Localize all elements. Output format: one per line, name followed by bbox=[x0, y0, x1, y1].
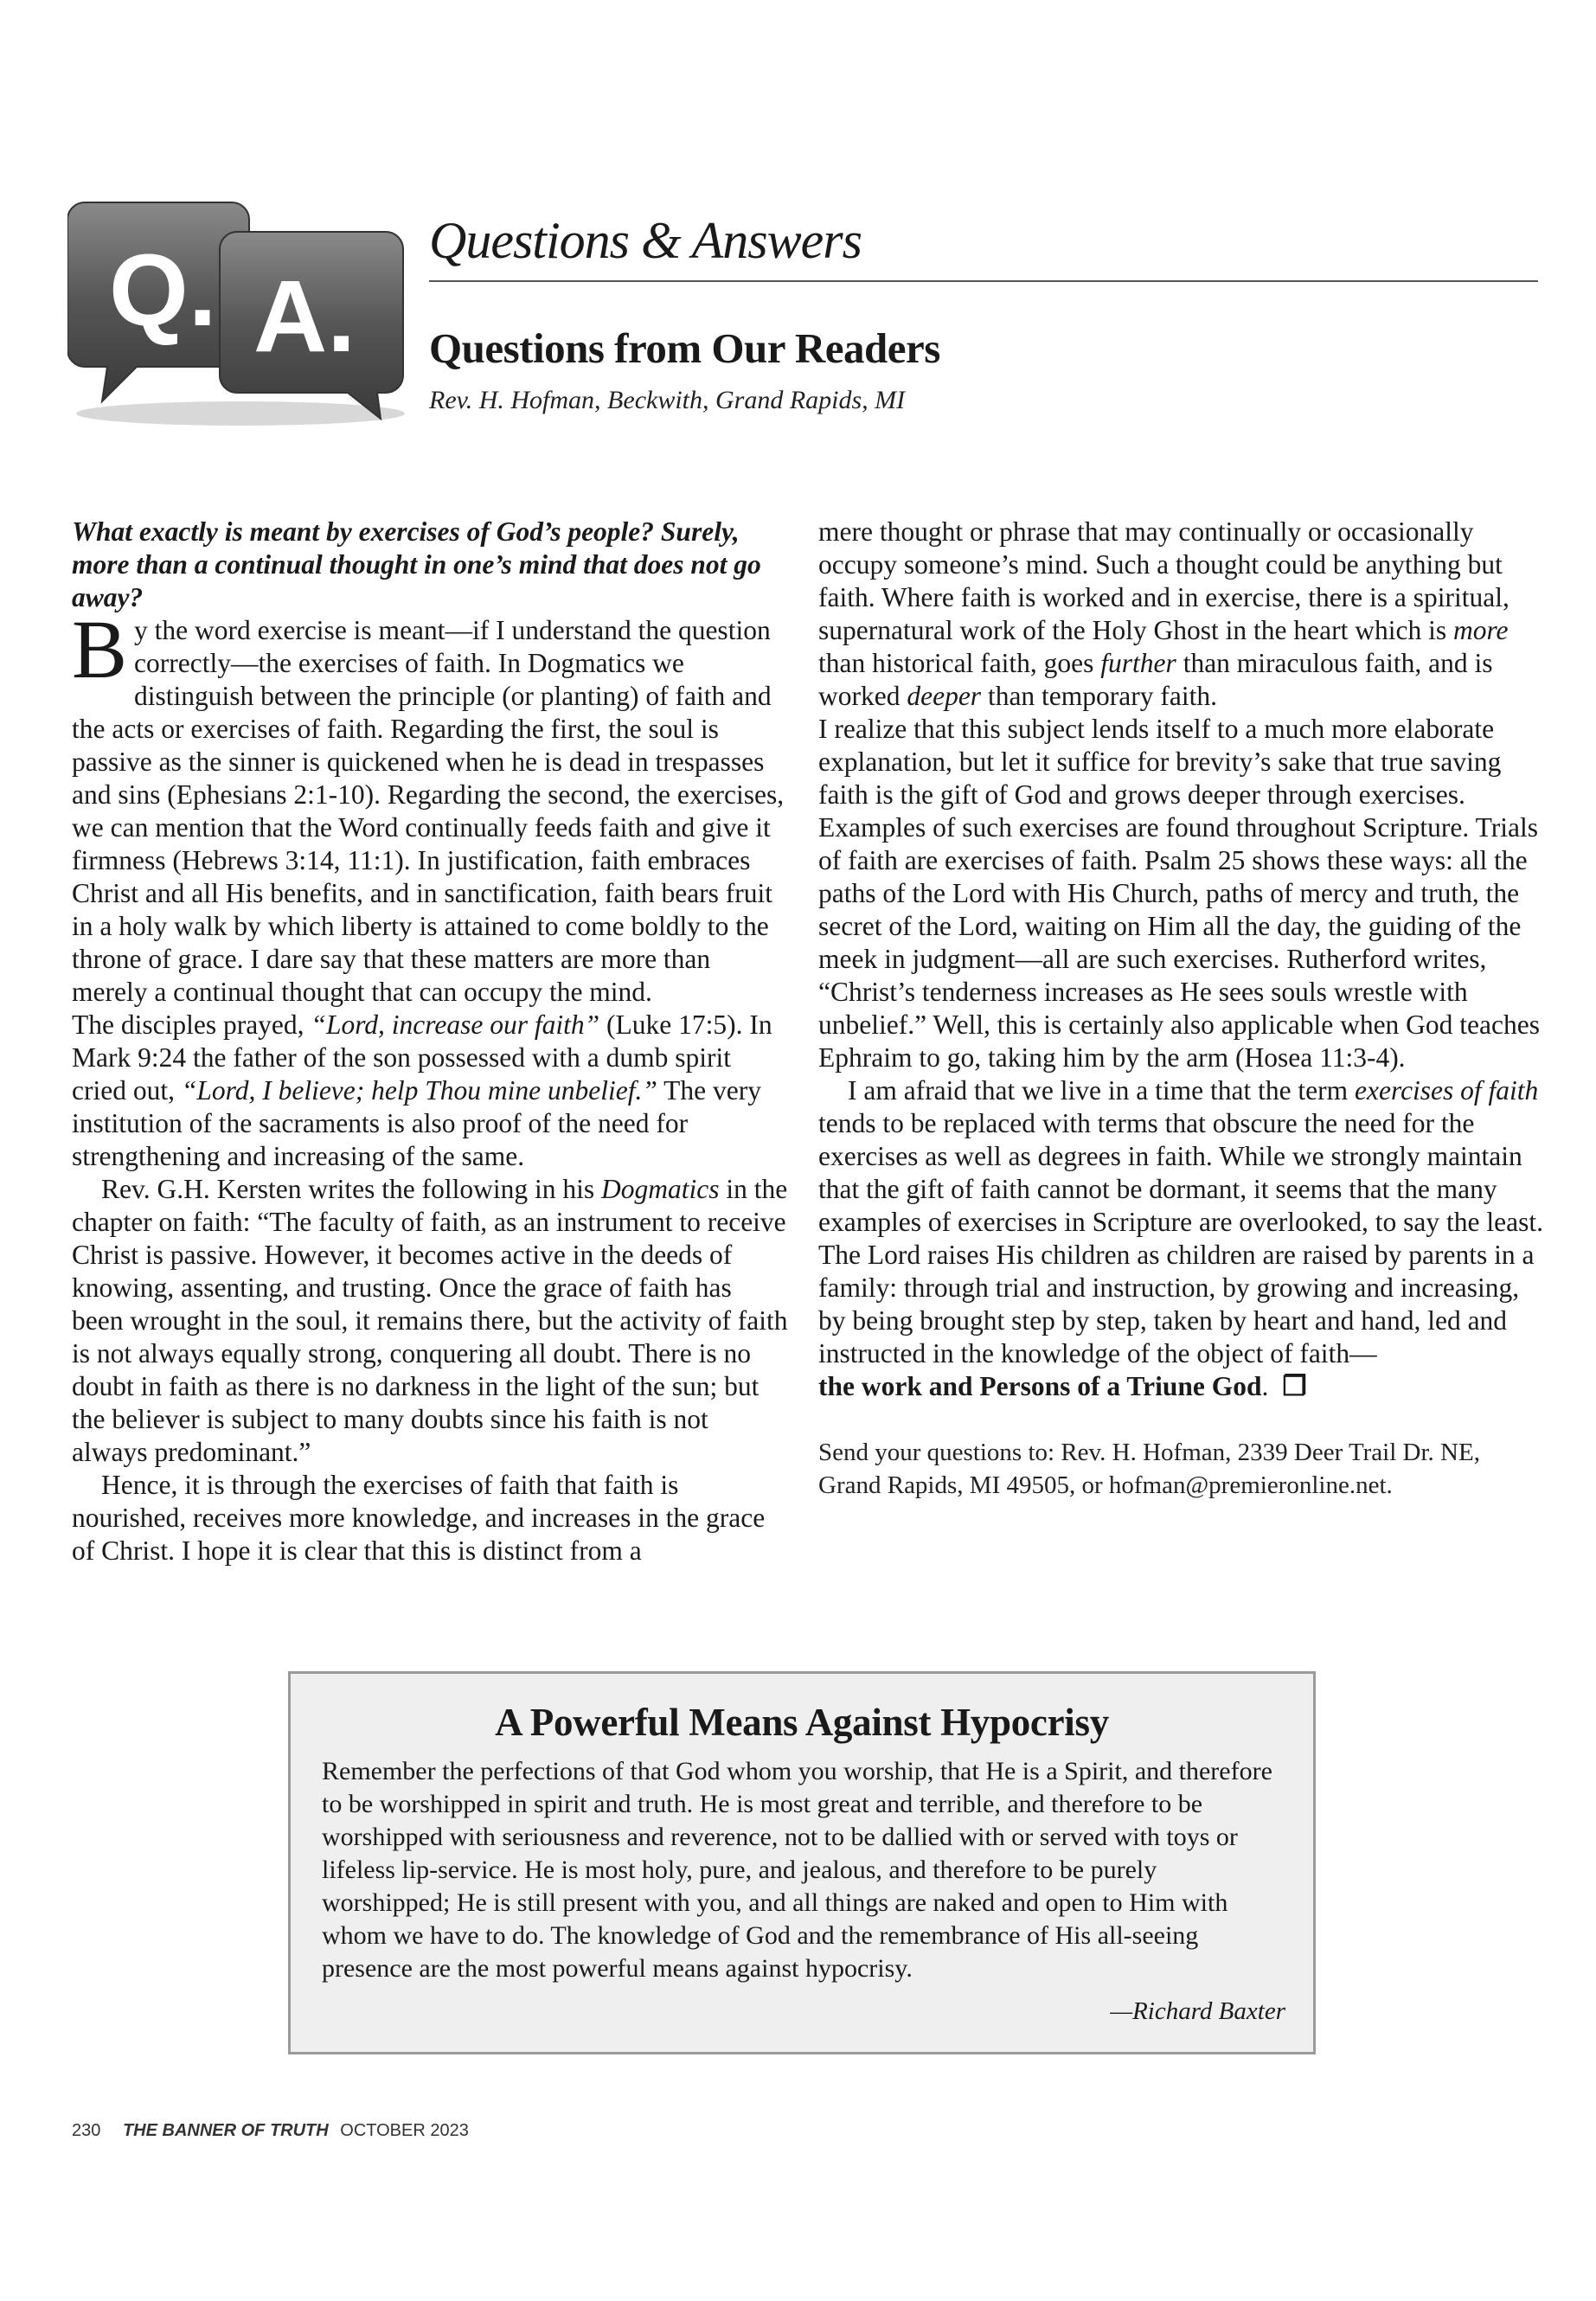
section-title: Questions & Answers bbox=[429, 212, 862, 269]
left-column bbox=[72, 516, 790, 1567]
right-column bbox=[818, 516, 1545, 1502]
a-letter: A. bbox=[253, 260, 356, 374]
answer-paragraph-6: I realize that this subject lends itself to a much more elaborate explanation, but let it suffice for brevity’s sake that true saving faith is the gift of God and grows deeper through exercises. Examples of such exercises are found throughout Scripture. Trials of faith are exercises of faith. Psalm 25 shows these ways: all the paths of the Lord with His Church, paths of mercy and truth, the secret of the Lord, waiting on Him all the day, the guiding of the meek in judgment—all are such exercises. Rutherford writes, “Christ’s tenderness increases as He sees souls wrestle with unbelief.” Well, this is certainly also applicable when God teaches Ephraim to go, taking him by the arm (Hosea 11:3-4). bbox=[818, 714, 1540, 1073]
quote-attribution: —Richard Baxter bbox=[1110, 1997, 1285, 2025]
answer-paragraph-2: The disciples prayed, “Lord, increase our faith” (Luke 17:5). In Mark 9:24 the father of the son possessed with a dumb spirit cried out, “Lord, I believe; help Thou mine unbelief.” The very institution of the sacraments is also proof of the need for strengthening and increasing of the same. bbox=[72, 1009, 772, 1171]
quote-box-body: Remember the perfections of that God whom you worship, that He is a Spirit, and therefore to be worshipped in spirit and truth. He is most great and terrible, and therefore to be worshipped with seriousness and reverence, not to be dallied with or served with toys or lifeless lip-service. He is most holy, pure, and jealous, and therefore to be purely worshipped; He is still present with you, and all things are naked and open to Him with whom we have to do. The knowledge of God and the remembrance of His all-seeing presence are the most powerful means against hypocrisy. bbox=[322, 1757, 1272, 1983]
end-mark-icon: ❐ bbox=[1282, 1371, 1307, 1401]
publication-name: THE BANNER OF TRUTH bbox=[122, 2121, 329, 2140]
quote-box bbox=[288, 1671, 1316, 2054]
q-letter: Q. bbox=[109, 234, 217, 348]
article-title: Questions from Our Readers bbox=[429, 324, 940, 372]
closing-phrase: the work and Persons of a Triune God bbox=[818, 1371, 1262, 1401]
answer-paragraph-3: Rev. G.H. Kersten writes the following in his Dogmatics in the chapter on faith: “The faculty of faith, as an instrument to receive Christ is passive. However, it becomes active in the deeds of knowing, assenting, and trusting. Once the grace of faith has been wrought in the soul, it remains there, but the activity of faith is not always equally strong, conquering all doubt. There is no doubt in faith as there is no darkness in the light of the sun; but the believer is subject to many doubts since his faith is not always predominant.” bbox=[72, 1174, 788, 1467]
answer-paragraph-4: Hence, it is through the exercises of faith that faith is nourished, receives more knowledge, and increases in the grace of Christ. I hope it is clear that this is distinct from a bbox=[72, 1470, 766, 1566]
page-number: 230 bbox=[72, 2121, 101, 2140]
answer-paragraph-5: mere thought or phrase that may continually or occasionally occupy someone’s mind. Such a thought could be anything but faith. Where faith is worked and in exercise, there is a spiritual, supernatural work of the Holy Ghost in the heart which is more than historical faith, goes further than miraculous faith, and is worked deeper than temporary faith. bbox=[818, 516, 1509, 711]
title-divider bbox=[429, 280, 1538, 282]
answer-paragraph-7: I am afraid that we live in a time that the term exercises of faith tends to be replaced with terms that obscure the need for the exercises as well as degrees in faith. While we strongly maintain that the gift of faith cannot be dormant, it seems that the many examples of exercises in Scripture are overlooked, to say the least. The Lord raises His children as children are raised by parents in a family: through trial and instruction, by growing and increasing, by being brought step by step, taken by heart and hand, led and instructed in the knowledge of the object of faith— the work and Persons of a Triune God. ❐ bbox=[818, 1075, 1543, 1401]
answer-paragraph-1: By the word exercise is meant—if I understand the question correctly—the exercises of faith. In Dogmatics we distinguish between the principle (or planting) of faith and the acts or exercises of faith. Regarding the first, the soul is passive as the sinner is quickened when he is dead in trespasses and sins (Ephesians 2:1-10). Regarding the second, the exercises, we can mention that the Word continually feeds faith and give it firmness (Hebrews 3:14, 11:1). In justification, faith embraces Christ and all His benefits, and in sanctification, faith bears fruit in a holy walk by which liberty is attained to come boldly to the throne of grace. I dare say that these matters are more than merely a continual thought that can occupy the mind. bbox=[72, 603, 785, 1007]
page-footer bbox=[72, 2121, 469, 2141]
issue-date: OCTOBER 2023 bbox=[340, 2121, 469, 2140]
send-questions-note: Send your questions to: Rev. H. Hofman, 2339 Deer Trail Dr. NE, Grand Rapids, MI 49505, or hofman@premieronline.net. bbox=[818, 1439, 1480, 1499]
qa-speech-bubbles-icon bbox=[67, 195, 413, 429]
quote-box-title: A Powerful Means Against Hypocrisy bbox=[495, 1701, 1109, 1744]
drop-cap: B bbox=[72, 603, 128, 695]
reader-question: What exactly is meant by exercises of God’s people? Surely, more than a continual thought in one’s mind that does not go away? bbox=[72, 516, 761, 612]
byline: Rev. H. Hofman, Beckwith, Grand Rapids, MI bbox=[429, 386, 906, 414]
